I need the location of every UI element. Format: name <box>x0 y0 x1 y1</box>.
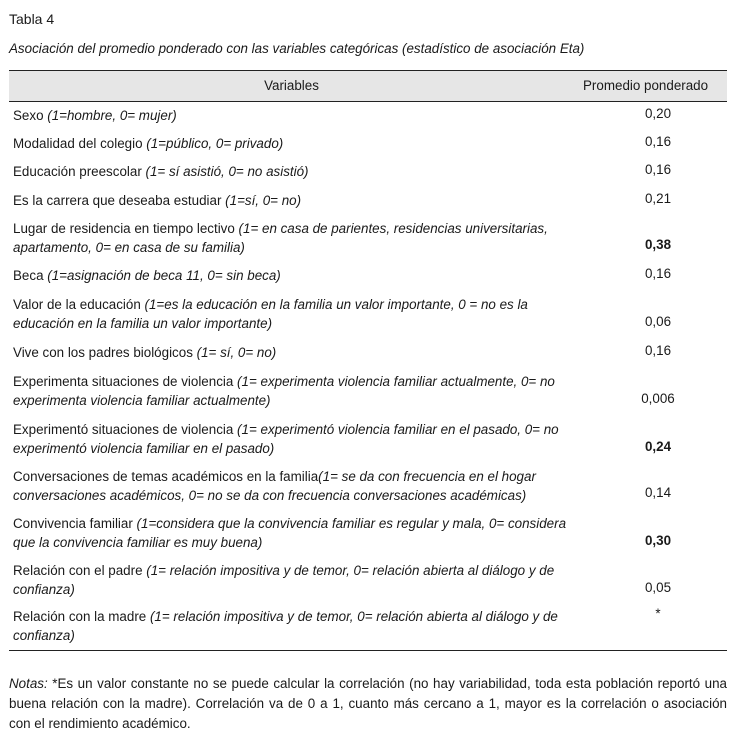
variable-description <box>13 607 583 645</box>
variable-coding: (1=público, 0= privado) <box>146 136 284 151</box>
promedio-value: 0,16 <box>644 162 672 177</box>
table-notes <box>9 674 727 734</box>
variable-coding: (1=sí, 0= no) <box>225 193 302 208</box>
promedio-value: 0,16 <box>644 266 672 281</box>
notes-text: *Es un valor constante no se puede calcular la correlación (no hay variabilidad, toda esta población reportó una buena relación con la madre). Correlación va de 0 a 1, cuanto más cercano a 1, mayor es la correlación o asociación con el rendimiento académico. <box>9 676 727 731</box>
promedio-value: * <box>655 606 661 621</box>
header-rule <box>9 101 727 102</box>
variable-name: Experimentó situaciones de violencia <box>13 422 238 437</box>
variable-name: Sexo <box>13 108 48 123</box>
variable-name: Experimenta situaciones de violencia <box>13 374 238 389</box>
variable-coding: (1= en casa de parientes, residencias universitarias, apartamento, 0= en casa de su familia) <box>13 221 548 255</box>
bottom-rule <box>9 650 727 651</box>
variable-coding: (1= experimenta violencia familiar actualmente, 0= no experimenta violencia familiar actualmente) <box>13 374 555 408</box>
variable-coding: (1= sí asistió, 0= no asistió) <box>145 164 309 179</box>
promedio-value: 0,006 <box>641 391 675 406</box>
variable-description <box>13 372 583 410</box>
promedio-value: 0,06 <box>644 314 672 329</box>
variable-description <box>13 343 583 362</box>
promedio-value: 0,16 <box>644 134 672 149</box>
variable-name: Educación preescolar <box>13 164 146 179</box>
promedio-value: 0,20 <box>644 106 672 121</box>
variable-description <box>13 420 583 458</box>
variable-name: Modalidad del colegio <box>13 136 147 151</box>
variable-description <box>13 514 583 552</box>
variable-coding: (1= relación impositiva y de temor, 0= relación abierta al diálogo y de confianza) <box>13 563 555 597</box>
promedio-value: 0,38 <box>644 237 672 252</box>
promedio-value: 0,30 <box>644 533 672 548</box>
variable-description <box>13 561 583 599</box>
variable-name: Vive con los padres biológicos <box>13 345 197 360</box>
notes-label: Notas: <box>9 676 48 691</box>
variable-description <box>13 266 583 285</box>
variable-coding: (1= experimentó violencia familiar en el pasado, 0= no experimentó violencia familiar en el pasado) <box>13 422 559 456</box>
variable-coding: (1= sí, 0= no) <box>196 345 277 360</box>
promedio-value: 0,21 <box>644 191 672 206</box>
variable-coding: (1=asignación de beca 11, 0= sin beca) <box>47 268 281 283</box>
variable-name: Lugar de residencia en tiempo lectivo <box>13 221 239 236</box>
variable-name: Es la carrera que deseaba estudiar <box>13 193 226 208</box>
variable-description <box>13 295 583 333</box>
header-promedio-ponderado: Promedio ponderado <box>583 78 709 93</box>
variable-coding: (1= relación impositiva y de temor, 0= relación abierta al diálogo y de confianza) <box>13 609 558 643</box>
variable-description <box>13 219 583 257</box>
table-label: Tabla 4 <box>9 11 55 27</box>
promedio-value: 0,24 <box>644 439 672 454</box>
variable-name: Convivencia familiar <box>13 516 137 531</box>
variable-name: Valor de la educación <box>13 297 145 312</box>
variable-description <box>13 467 583 505</box>
promedio-value: 0,14 <box>644 485 672 500</box>
variable-description <box>13 106 583 125</box>
variable-coding: (1=es la educación en la familia un valor importante, 0 = no es la educación en la familia un valor importante) <box>13 297 528 331</box>
variable-coding: (1= se da con frecuencia en el hogar conversaciones académicos, 0= no se da con frecuencia conversaciones académicas) <box>13 469 536 503</box>
table-caption: Asociación del promedio ponderado con las variables categóricas (estadístico de asociación Eta) <box>9 41 585 56</box>
variable-name: Relación con el padre <box>13 563 147 578</box>
variable-name: Beca <box>13 268 48 283</box>
variable-description <box>13 134 583 153</box>
variable-coding: (1=hombre, 0= mujer) <box>47 108 177 123</box>
variable-description <box>13 162 583 181</box>
promedio-value: 0,16 <box>644 343 672 358</box>
variable-coding: (1=considera que la convivencia familiar es regular y mala, 0= considera que la convivencia familiar es muy buena) <box>13 516 567 550</box>
promedio-value: 0,05 <box>644 580 672 595</box>
variable-name: Conversaciones de temas académicos en la familia <box>13 469 319 484</box>
variable-name: Relación con la madre <box>13 609 150 624</box>
variable-description <box>13 191 583 210</box>
header-variables: Variables <box>264 78 319 93</box>
